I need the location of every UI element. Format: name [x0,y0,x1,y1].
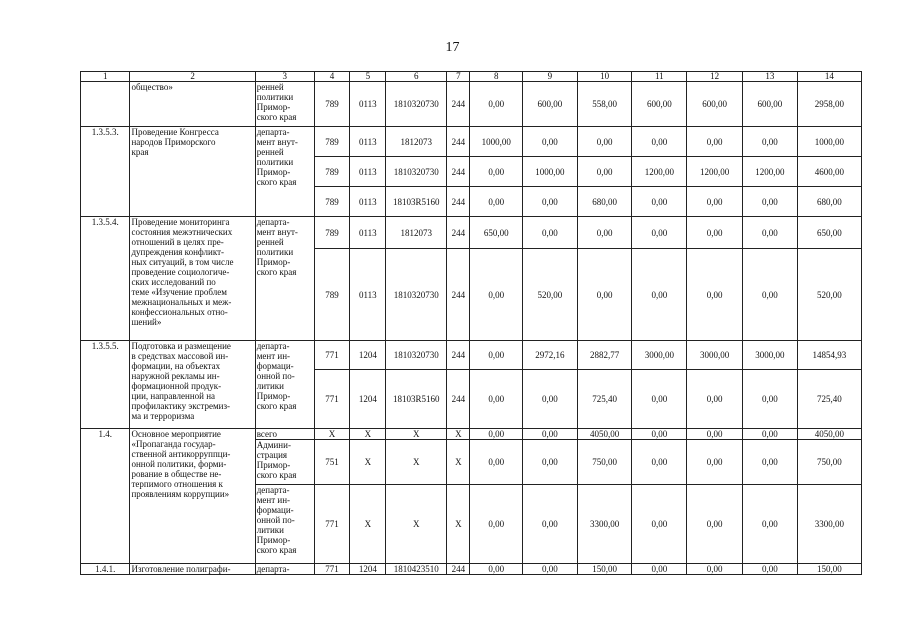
table-body [81,72,862,575]
value-cell: 600,00 [687,82,743,127]
value-cell: 1812073 [386,127,447,157]
value-cell: 771 [314,564,350,575]
value-cell: 1000,00 [523,157,578,187]
value-cell: 0,00 [742,370,797,429]
value-cell: 0,00 [742,440,797,485]
value-cell: 244 [447,187,470,217]
column-number-9: 9 [523,72,578,82]
executor: всего [255,429,314,440]
table-row [81,127,862,157]
program-table [80,71,862,575]
executor: Админи- страция Примор- ского края [255,440,314,485]
value-cell: X [386,485,447,564]
value-cell: 0113 [350,82,386,127]
value-cell: 244 [447,82,470,127]
value-cell: 0113 [350,157,386,187]
header-row [81,72,862,82]
value-cell: 2972,16 [523,341,578,370]
column-number-2: 2 [130,72,255,82]
executor: департа- [255,564,314,575]
value-cell: 0,00 [742,485,797,564]
executor: департа- мент внут- ренней политики Примор- ского края [255,217,314,341]
value-cell: 600,00 [632,82,687,127]
value-cell: 3000,00 [632,341,687,370]
value-cell: 1204 [350,341,386,370]
item-name: Подготовка и размещение в средствах массовой ин- формации, на объектах наружной рекламы ин- формационной продук- ции, направленной на профилактику экстремиз- ма и терроризма [130,341,255,429]
value-cell: 725,40 [797,370,861,429]
value-cell: 0,00 [687,127,743,157]
item-code: 1.3.5.5. [81,341,130,429]
value-cell: 0,00 [523,564,578,575]
value-cell: 725,40 [577,370,632,429]
table-row [81,564,862,575]
value-cell: 600,00 [523,82,578,127]
item-code: 1.4.1. [81,564,130,575]
column-number-5: 5 [350,72,386,82]
item-name: общество» [130,82,255,127]
value-cell: 244 [447,564,470,575]
value-cell: 14854,93 [797,341,861,370]
value-cell: 1200,00 [632,157,687,187]
value-cell: X [447,485,470,564]
value-cell: 0,00 [687,485,743,564]
value-cell: 0,00 [687,187,743,217]
value-cell: 0,00 [632,187,687,217]
value-cell: 750,00 [577,440,632,485]
value-cell: 0,00 [470,485,523,564]
value-cell: 0,00 [742,249,797,341]
value-cell: 0,00 [470,564,523,575]
value-cell: 0,00 [742,127,797,157]
value-cell: 0113 [350,249,386,341]
value-cell: 1810320730 [386,82,447,127]
value-cell: 650,00 [470,217,523,249]
item-name: Проведение Конгресса народов Приморского края [130,127,255,217]
value-cell: 0,00 [523,127,578,157]
value-cell: 0,00 [470,341,523,370]
value-cell: 0,00 [470,187,523,217]
value-cell: 1812073 [386,217,447,249]
table-row [81,341,862,370]
value-cell: 1200,00 [687,157,743,187]
item-code: 1.4. [81,429,130,564]
value-cell: 0,00 [632,485,687,564]
value-cell: 0,00 [523,485,578,564]
value-cell: 3300,00 [577,485,632,564]
value-cell: 0,00 [470,429,523,440]
value-cell: 0,00 [687,249,743,341]
executor: департа- мент ин- формаци- онной по- литики Примор- ского края [255,485,314,564]
column-number-10: 10 [577,72,632,82]
value-cell: 18103R5160 [386,187,447,217]
value-cell: 0,00 [523,187,578,217]
value-cell: 0,00 [687,370,743,429]
value-cell: 0,00 [742,429,797,440]
value-cell: 0113 [350,187,386,217]
column-number-13: 13 [742,72,797,82]
value-cell: X [350,440,386,485]
item-name: Основное мероприятие «Пропаганда государ- ственной антикорруппци- онной политики, форми- рование в обществе не- терпимого отношения к проявлениям коррупции» [130,429,255,564]
value-cell: 789 [314,187,350,217]
value-cell: 0,00 [523,370,578,429]
value-cell: 0,00 [632,370,687,429]
value-cell: 0,00 [742,187,797,217]
value-cell: 0,00 [742,564,797,575]
table-row [81,429,862,440]
value-cell: 1810320730 [386,157,447,187]
value-cell: X [314,429,350,440]
column-number-3: 3 [255,72,314,82]
value-cell: 0,00 [632,127,687,157]
item-name: Изготовление полиграфи- [130,564,255,575]
executor: департа- мент ин- формаци- онной по- литики Примор- ского края [255,341,314,429]
value-cell: 650,00 [797,217,861,249]
column-number-14: 14 [797,72,861,82]
value-cell: 751 [314,440,350,485]
value-cell: 600,00 [742,82,797,127]
value-cell: 1810320730 [386,341,447,370]
value-cell: 520,00 [523,249,578,341]
value-cell: X [386,429,447,440]
value-cell: 2882,77 [577,341,632,370]
value-cell: X [350,429,386,440]
value-cell: 1204 [350,564,386,575]
value-cell: 0,00 [687,440,743,485]
value-cell: 680,00 [577,187,632,217]
value-cell: 3000,00 [687,341,743,370]
value-cell: 3300,00 [797,485,861,564]
table-row [81,217,862,249]
value-cell: 244 [447,341,470,370]
value-cell: 0,00 [577,157,632,187]
value-cell: 789 [314,82,350,127]
value-cell: 0,00 [632,440,687,485]
value-cell: 244 [447,157,470,187]
value-cell: 244 [447,370,470,429]
page-number: 17 [445,40,460,55]
value-cell: 1204 [350,370,386,429]
value-cell: 1810320730 [386,249,447,341]
value-cell: 0113 [350,127,386,157]
value-cell: 4050,00 [797,429,861,440]
item-name: Проведение мониторинга состояния межэтнических отношений в целях пре- дупреждения конфликт- ных ситуаций, в том числе проведение социологиче- ских исследований по теме «Изучение проблем межнациональных и меж- конфессиональных отно- шений» [130,217,255,341]
column-number-11: 11 [632,72,687,82]
column-number-7: 7 [447,72,470,82]
value-cell: 0,00 [470,157,523,187]
value-cell: 771 [314,370,350,429]
executor: ренней политики Примор- ского края [255,82,314,127]
value-cell: 2958,00 [797,82,861,127]
value-cell: 0,00 [687,217,743,249]
value-cell: X [447,429,470,440]
value-cell: 0,00 [577,127,632,157]
column-number-6: 6 [386,72,447,82]
item-code [81,82,130,127]
value-cell: X [386,440,447,485]
value-cell: 244 [447,217,470,249]
item-code: 1.3.5.4. [81,217,130,341]
column-number-8: 8 [470,72,523,82]
value-cell: 4600,00 [797,157,861,187]
value-cell: 18103R5160 [386,370,447,429]
value-cell: 680,00 [797,187,861,217]
value-cell: 1810423510 [386,564,447,575]
column-number-1: 1 [81,72,130,82]
value-cell: 0,00 [577,217,632,249]
value-cell: 750,00 [797,440,861,485]
value-cell: 0,00 [470,370,523,429]
value-cell: 0,00 [523,429,578,440]
value-cell: 150,00 [797,564,861,575]
value-cell: 0,00 [632,249,687,341]
value-cell: X [447,440,470,485]
value-cell: 0,00 [577,249,632,341]
value-cell: 558,00 [577,82,632,127]
value-cell: 789 [314,217,350,249]
value-cell: 0,00 [687,429,743,440]
value-cell: 520,00 [797,249,861,341]
value-cell: 789 [314,249,350,341]
value-cell: 0,00 [470,249,523,341]
value-cell: 789 [314,157,350,187]
value-cell: 0,00 [632,429,687,440]
value-cell: 0113 [350,217,386,249]
value-cell: 0,00 [742,217,797,249]
value-cell: 0,00 [632,217,687,249]
executor: департа- мент внут- ренней политики Примор- ского края [255,127,314,217]
value-cell: 1200,00 [742,157,797,187]
value-cell: 244 [447,249,470,341]
table-row [81,82,862,127]
value-cell: 0,00 [523,440,578,485]
value-cell: 1000,00 [797,127,861,157]
value-cell: 244 [447,127,470,157]
value-cell: 3000,00 [742,341,797,370]
value-cell: 0,00 [632,564,687,575]
column-number-12: 12 [687,72,743,82]
value-cell: 771 [314,485,350,564]
column-number-4: 4 [314,72,350,82]
value-cell: 0,00 [470,82,523,127]
item-code: 1.3.5.3. [81,127,130,217]
value-cell: 0,00 [470,440,523,485]
value-cell: 0,00 [523,217,578,249]
value-cell: 0,00 [687,564,743,575]
value-cell: 150,00 [577,564,632,575]
value-cell: 1000,00 [470,127,523,157]
value-cell: X [350,485,386,564]
value-cell: 4050,00 [577,429,632,440]
value-cell: 789 [314,127,350,157]
value-cell: 771 [314,341,350,370]
